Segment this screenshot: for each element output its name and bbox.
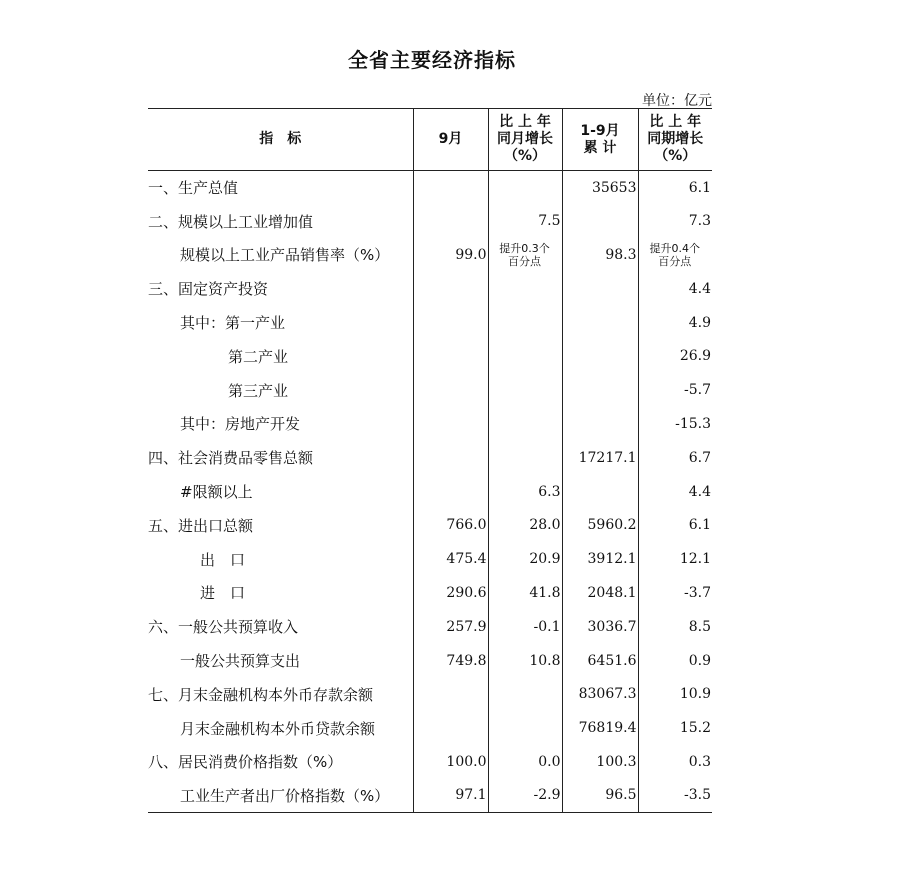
indicator-label: #限额以上 bbox=[180, 483, 253, 502]
month-growth-value bbox=[488, 339, 562, 373]
month-value bbox=[413, 204, 488, 238]
month-value bbox=[413, 407, 488, 441]
table-row bbox=[148, 779, 712, 813]
cumulative-growth-value: 6.1 bbox=[638, 508, 712, 542]
cumulative-value: 2048.1 bbox=[562, 576, 638, 610]
indicator-label: 其中：房地产开发 bbox=[180, 415, 301, 434]
month-value bbox=[413, 171, 488, 205]
cumulative-value: 76819.4 bbox=[562, 711, 638, 745]
table-row bbox=[148, 542, 712, 576]
cumulative-growth-value: 6.1 bbox=[638, 171, 712, 205]
table-row bbox=[148, 306, 712, 340]
cumulative-value bbox=[562, 339, 638, 373]
indicator-label: 八、居民消费价格指数（%） bbox=[148, 753, 343, 772]
month-value: 257.9 bbox=[413, 610, 488, 644]
table-row bbox=[148, 576, 712, 610]
month-value: 290.6 bbox=[413, 576, 488, 610]
month-growth-value bbox=[488, 171, 562, 205]
cumulative-value: 3036.7 bbox=[562, 610, 638, 644]
table-body bbox=[148, 171, 712, 813]
table-row bbox=[148, 441, 712, 475]
month-value bbox=[413, 306, 488, 340]
header-indicator: 指 标 bbox=[148, 109, 413, 171]
indicator-label: 其中：第一产业 bbox=[180, 314, 286, 333]
cumulative-growth-value: 0.9 bbox=[638, 644, 712, 678]
indicator-label: 进 口 bbox=[200, 584, 246, 603]
month-value: 475.4 bbox=[413, 542, 488, 576]
month-growth-value: 7.5 bbox=[488, 204, 562, 238]
cumulative-value: 35653 bbox=[562, 171, 638, 205]
table-row bbox=[148, 475, 712, 509]
month-value bbox=[413, 677, 488, 711]
month-growth-value: -0.1 bbox=[488, 610, 562, 644]
cumulative-value bbox=[562, 475, 638, 509]
header-cumulative-growth: 比 上 年 同期增长 （%） bbox=[638, 109, 712, 171]
month-growth-value: 41.8 bbox=[488, 576, 562, 610]
cumulative-value: 17217.1 bbox=[562, 441, 638, 475]
indicator-label: 一般公共预算支出 bbox=[180, 652, 301, 671]
page-title: 全省主要经济指标 bbox=[348, 48, 516, 72]
month-value: 749.8 bbox=[413, 644, 488, 678]
month-growth-value bbox=[488, 306, 562, 340]
table-row bbox=[148, 745, 712, 779]
cumulative-growth-value: 4.4 bbox=[638, 475, 712, 509]
cumulative-value: 98.3 bbox=[562, 238, 638, 272]
month-growth-value: 0.0 bbox=[488, 745, 562, 779]
header-cumulative: 1-9月 累 计 bbox=[562, 109, 638, 171]
cumulative-growth-value: -15.3 bbox=[638, 407, 712, 441]
cumulative-growth-value: 6.7 bbox=[638, 441, 712, 475]
cumulative-value: 6451.6 bbox=[562, 644, 638, 678]
month-growth-value bbox=[488, 407, 562, 441]
cumulative-growth-value: 12.1 bbox=[638, 542, 712, 576]
table-row bbox=[148, 610, 712, 644]
cumulative-growth-value: 8.5 bbox=[638, 610, 712, 644]
indicator-label: 月末金融机构本外币贷款余额 bbox=[180, 719, 376, 738]
indicator-label: 三、固定资产投资 bbox=[148, 280, 269, 299]
cumulative-growth-value: 4.9 bbox=[638, 306, 712, 340]
unit-label: 单位：亿元 bbox=[642, 93, 712, 109]
month-growth-value: 10.8 bbox=[488, 644, 562, 678]
indicator-label: 第三产业 bbox=[228, 381, 289, 400]
cumulative-value: 100.3 bbox=[562, 745, 638, 779]
month-value: 766.0 bbox=[413, 508, 488, 542]
header-month-growth: 比 上 年 同月增长 （%） bbox=[488, 109, 562, 171]
cumulative-growth-value: -3.7 bbox=[638, 576, 712, 610]
table-row bbox=[148, 508, 712, 542]
cumulative-growth-value: 4.4 bbox=[638, 272, 712, 306]
month-growth-value bbox=[488, 272, 562, 306]
indicator-label: 六、一般公共预算收入 bbox=[148, 618, 299, 637]
month-growth-value: 20.9 bbox=[488, 542, 562, 576]
table-row bbox=[148, 677, 712, 711]
cumulative-value: 5960.2 bbox=[562, 508, 638, 542]
month-value bbox=[413, 441, 488, 475]
header-month: 9月 bbox=[413, 109, 488, 171]
cumulative-value bbox=[562, 272, 638, 306]
month-growth-value: 提升0.3个 百分点 bbox=[488, 238, 562, 272]
indicator-label: 七、月末金融机构本外币存款余额 bbox=[148, 685, 374, 704]
table-row bbox=[148, 711, 712, 745]
cumulative-value: 83067.3 bbox=[562, 677, 638, 711]
table-row bbox=[148, 272, 712, 306]
indicator-label: 二、规模以上工业增加值 bbox=[148, 212, 314, 231]
indicator-label: 四、社会消费品零售总额 bbox=[148, 449, 314, 468]
month-value: 97.1 bbox=[413, 779, 488, 813]
table-row bbox=[148, 339, 712, 373]
cumulative-growth-value: 15.2 bbox=[638, 711, 712, 745]
table-row bbox=[148, 238, 712, 272]
month-growth-value bbox=[488, 711, 562, 745]
month-value: 99.0 bbox=[413, 238, 488, 272]
cumulative-value: 96.5 bbox=[562, 779, 638, 813]
indicator-label: 五、进出口总额 bbox=[148, 516, 254, 535]
cumulative-growth-value: 26.9 bbox=[638, 339, 712, 373]
month-growth-value: 28.0 bbox=[488, 508, 562, 542]
table-header-row bbox=[148, 109, 712, 171]
table-row bbox=[148, 407, 712, 441]
month-value bbox=[413, 711, 488, 745]
cumulative-value bbox=[562, 204, 638, 238]
month-growth-value bbox=[488, 677, 562, 711]
month-growth-value: 6.3 bbox=[488, 475, 562, 509]
cumulative-value bbox=[562, 373, 638, 407]
month-value bbox=[413, 339, 488, 373]
month-growth-value bbox=[488, 441, 562, 475]
month-value bbox=[413, 272, 488, 306]
month-growth-value bbox=[488, 373, 562, 407]
cumulative-growth-value: 7.3 bbox=[638, 204, 712, 238]
table-row bbox=[148, 644, 712, 678]
table-row bbox=[148, 204, 712, 238]
table-row bbox=[148, 171, 712, 205]
table-row bbox=[148, 373, 712, 407]
cumulative-value bbox=[562, 407, 638, 441]
indicator-label: 规模以上工业产品销售率（%） bbox=[180, 246, 390, 265]
cumulative-growth-value: 10.9 bbox=[638, 677, 712, 711]
month-value: 100.0 bbox=[413, 745, 488, 779]
indicator-label: 出 口 bbox=[200, 550, 246, 569]
cumulative-growth-value: -3.5 bbox=[638, 779, 712, 813]
cumulative-growth-value: 0.3 bbox=[638, 745, 712, 779]
month-value bbox=[413, 373, 488, 407]
cumulative-value: 3912.1 bbox=[562, 542, 638, 576]
month-growth-value: -2.9 bbox=[488, 779, 562, 813]
economic-indicators-table bbox=[148, 108, 712, 813]
month-value bbox=[413, 475, 488, 509]
cumulative-growth-value: 提升0.4个 百分点 bbox=[638, 238, 712, 272]
cumulative-growth-value: -5.7 bbox=[638, 373, 712, 407]
cumulative-value bbox=[562, 306, 638, 340]
indicator-label: 第二产业 bbox=[228, 347, 289, 366]
indicator-label: 一、生产总值 bbox=[148, 179, 239, 198]
indicator-label: 工业生产者出厂价格指数（%） bbox=[148, 779, 413, 813]
